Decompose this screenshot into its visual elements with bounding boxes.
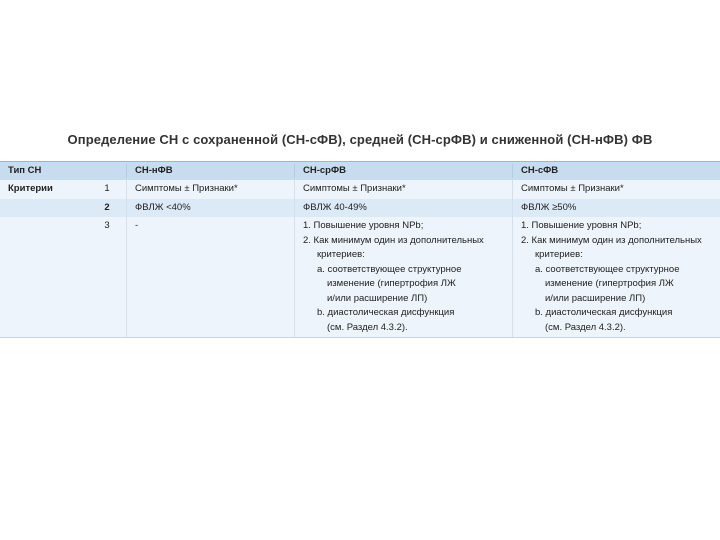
- row-number: 3: [104, 220, 110, 231]
- table-row: [0, 180, 720, 199]
- cell-hfmref: [294, 217, 512, 337]
- header-hfpef: СН-сФВ: [512, 164, 720, 179]
- row-number: 1: [104, 183, 110, 194]
- criteria-line: 2. Как минимум один из дополнительных: [303, 234, 484, 246]
- header-type: Тип СН: [8, 164, 42, 176]
- table-row: [0, 217, 720, 338]
- criteria-line: 1. Повышение уровня NPb;: [521, 220, 642, 231]
- header-hfmref: СН-срФВ: [294, 164, 512, 179]
- cell-hfref: -: [126, 217, 294, 337]
- header-hfref: СН-нФВ: [126, 164, 294, 179]
- criteria-line: изменение (гипертрофия ЛЖ: [545, 278, 674, 289]
- criteria-label: Критерии: [8, 183, 53, 194]
- cell-hfref: Симптомы ± Признаки*: [126, 180, 294, 199]
- criteria-line: (см. Раздел 4.3.2).: [327, 321, 408, 333]
- cell-hfmref: Симптомы ± Признаки*: [294, 180, 512, 199]
- criteria-line: a. соответствующее структурное: [317, 263, 462, 275]
- criteria-line: и/или расширение ЛП): [327, 292, 428, 304]
- criteria-line: (см. Раздел 4.3.2).: [545, 321, 626, 333]
- table-row: [0, 199, 720, 218]
- criteria-line: b. диастолическая дисфункция: [535, 307, 673, 318]
- criteria-line: 2. Как минимум один из дополнительных: [521, 234, 702, 246]
- criteria-line: и/или расширение ЛП): [545, 292, 646, 304]
- criteria-line: изменение (гипертрофия ЛЖ: [327, 278, 456, 289]
- hf-definition-table: [0, 161, 720, 338]
- criteria-line: 1. Повышение уровня NPb;: [303, 220, 424, 231]
- row-number: 2: [104, 201, 110, 213]
- criteria-line: b. диастолическая дисфункция: [317, 307, 455, 318]
- cell-hfpef: Симптомы ± Признаки*: [512, 180, 720, 199]
- table-title: Определение СН с сохраненной (СН-сФВ), средней (СН-срФВ) и сниженной (СН-нФВ) ФВ: [67, 132, 653, 147]
- criteria-line: a. соответствующее структурное: [535, 263, 680, 275]
- table-header-row: [0, 161, 720, 180]
- criteria-line: критериев:: [317, 249, 365, 260]
- cell-hfpef: ФВЛЖ ≥50%: [512, 199, 720, 218]
- cell-hfpef: [512, 217, 720, 337]
- cell-hfref: ФВЛЖ <40%: [126, 199, 294, 218]
- cell-hfmref: ФВЛЖ 40-49%: [294, 199, 512, 218]
- criteria-line: критериев:: [535, 249, 583, 260]
